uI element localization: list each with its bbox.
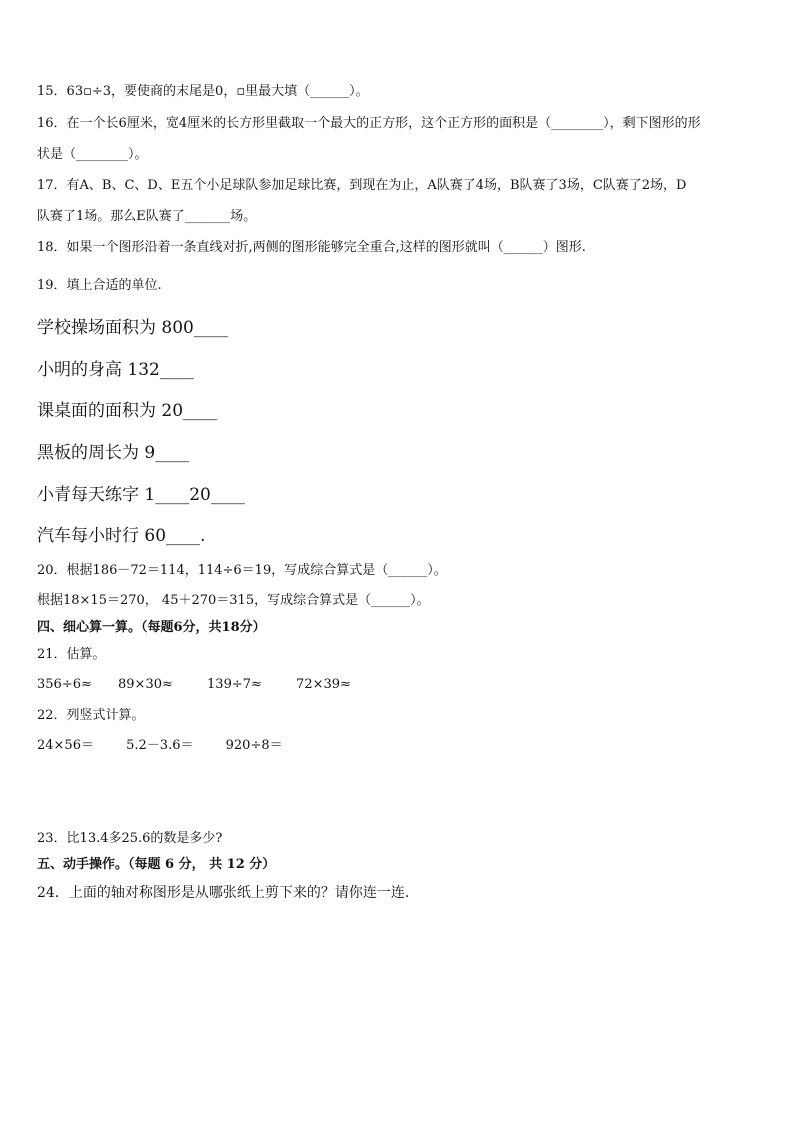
vertical-calc-item: 24×56＝ <box>37 738 94 753</box>
unit-item-practice: 小青每天练字 1____20____ <box>37 485 245 505</box>
vertical-calc-row <box>37 737 283 755</box>
section-4-heading: 四、细心算一算。（每题6分，共18分） <box>37 620 266 635</box>
estimate-item: 139÷7≈ <box>207 677 262 692</box>
question-20-line1: 20．根据186－72＝114，114÷6＝19，写成综合算式是（______）。 <box>37 563 447 578</box>
unit-item-height: 小明的身高 132____ <box>37 360 194 380</box>
question-18: 18．如果一个图形沿着一条直线对折,两侧的图形能够完全重合,这样的图形就叫（______）图形. <box>37 240 586 255</box>
question-17-line2: 队赛了1场。那么E队赛了_______场。 <box>37 209 257 224</box>
question-16-line2: 状是（________）。 <box>37 147 148 162</box>
question-15: 15．63▫÷3，要使商的末尾是0，▫里最大填（______）。 <box>37 84 369 99</box>
question-24: 24．上面的轴对称图形是从哪张纸上剪下来的？请你连一连. <box>37 885 410 901</box>
estimate-item: 89×30≈ <box>118 677 173 692</box>
unit-item-playground: 学校操场面积为 800____ <box>37 318 228 338</box>
question-22: 22．列竖式计算。 <box>37 708 145 723</box>
unit-item-car: 汽车每小时行 60____. <box>37 526 206 546</box>
question-20-line2: 根据18×15＝270， 45＋270＝315，写成综合算式是（______）。 <box>37 593 430 608</box>
estimate-row <box>37 676 351 694</box>
section-5-heading: 五、动手操作。（每题 6 分， 共 12 分） <box>37 857 276 872</box>
estimate-item: 72×39≈ <box>296 677 351 692</box>
vertical-calc-item: 5.2－3.6＝ <box>126 738 194 753</box>
question-17-line1: 17．有A、B、C、D、E五个小足球队参加足球比赛，到现在为止，A队赛了4场，B队赛了3场，C队赛了2场，D <box>37 178 687 193</box>
question-21: 21．估算。 <box>37 647 106 662</box>
question-16-line1: 16．在一个长6厘米，宽4厘米的长方形里截取一个最大的正方形，这个正方形的面积是（________），剩下图形的形 <box>37 116 701 131</box>
question-23: 23．比13.4多25.6的数是多少? <box>37 831 223 846</box>
estimate-item: 356÷6≈ <box>37 677 92 692</box>
vertical-calc-item: 920÷8＝ <box>225 738 283 753</box>
unit-item-blackboard: 黑板的周长为 9____ <box>37 443 190 463</box>
unit-item-desk: 课桌面的面积为 20____ <box>37 401 218 421</box>
question-19: 19．填上合适的单位. <box>37 278 162 293</box>
